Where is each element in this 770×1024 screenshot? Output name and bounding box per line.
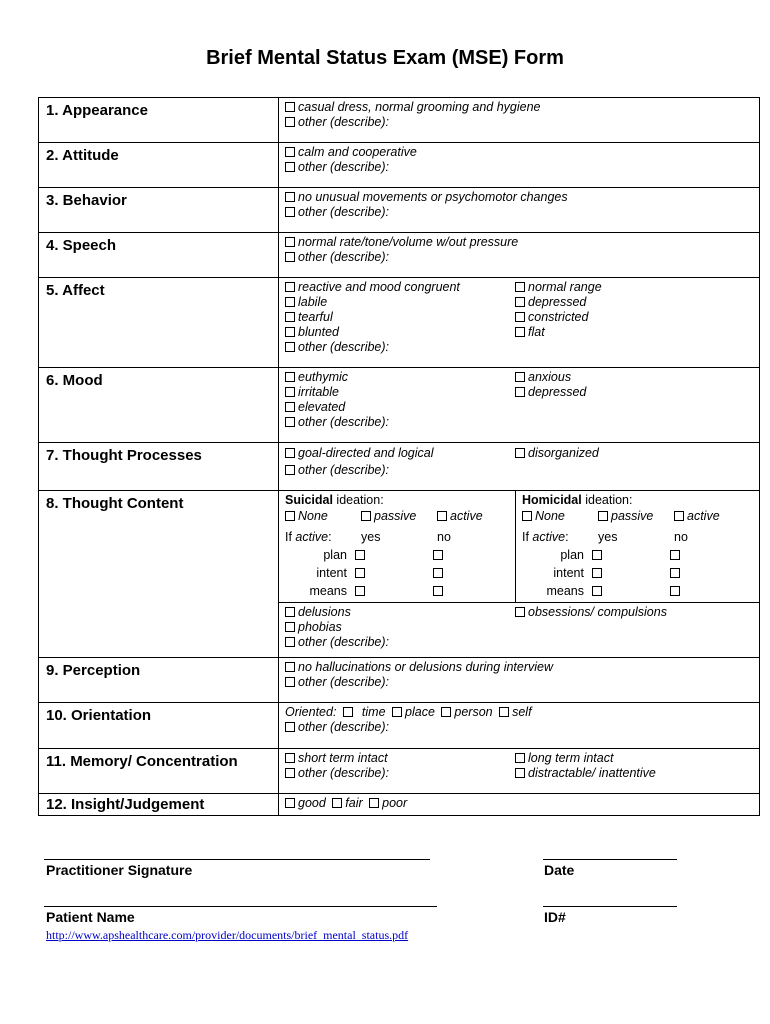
question-label: means	[546, 584, 584, 598]
suicidal-ideation-block	[279, 491, 516, 602]
no-checkbox[interactable]	[670, 586, 680, 596]
option-label: other (describe):	[298, 340, 390, 354]
checkbox[interactable]	[285, 327, 295, 337]
section-label: 9. Perception	[39, 658, 279, 703]
checkbox[interactable]	[332, 798, 342, 808]
option-label: other (describe):	[298, 115, 390, 129]
section-label: 5. Affect	[39, 278, 279, 368]
option-label: distractable/ inattentive	[528, 766, 656, 780]
checkbox[interactable]	[369, 798, 379, 808]
no-checkbox[interactable]	[670, 568, 680, 578]
homicidal-heading: Homicidal	[522, 493, 582, 507]
id-line[interactable]	[543, 906, 677, 907]
checkbox[interactable]	[392, 707, 402, 717]
yes-checkbox[interactable]	[592, 586, 602, 596]
option-label: None	[535, 509, 565, 523]
option-label: irritable	[298, 385, 339, 399]
option-label: anxious	[528, 370, 572, 384]
checkbox[interactable]	[285, 282, 295, 292]
option-label: goal-directed and logical	[298, 446, 434, 460]
question-label: intent	[553, 566, 584, 580]
section-label: 8. Thought Content	[39, 491, 279, 658]
suicidal-heading: Suicidal	[285, 493, 333, 507]
no-header: no	[437, 530, 451, 544]
checkbox[interactable]	[285, 147, 295, 157]
section-label: 3. Behavior	[39, 188, 279, 233]
checkbox[interactable]	[285, 511, 295, 521]
no-checkbox[interactable]	[433, 550, 443, 560]
oriented-label: Oriented:	[285, 705, 337, 719]
row-speech	[39, 233, 760, 278]
option-label: calm and cooperative	[298, 145, 417, 159]
section-label: 11. Memory/ Concentration	[39, 749, 279, 794]
option-label: other (describe):	[298, 205, 390, 219]
checkbox[interactable]	[515, 327, 525, 337]
option-label: disorganized	[528, 446, 599, 460]
checkbox[interactable]	[285, 387, 295, 397]
yes-header: yes	[361, 530, 381, 544]
question-label: plan	[323, 548, 347, 562]
option-label: other (describe):	[298, 720, 390, 734]
option-label: other (describe):	[298, 675, 390, 689]
option-label: obsessions/ compulsions	[528, 605, 667, 619]
checkbox[interactable]	[285, 342, 295, 352]
checkbox[interactable]	[285, 622, 295, 632]
yes-checkbox[interactable]	[355, 550, 365, 560]
if-label: If	[285, 530, 296, 544]
checkbox[interactable]	[522, 511, 532, 521]
question-label: plan	[560, 548, 584, 562]
no-checkbox[interactable]	[670, 550, 680, 560]
checkbox[interactable]	[343, 707, 353, 717]
checkbox[interactable]	[285, 372, 295, 382]
checkbox[interactable]	[285, 102, 295, 112]
option-label: phobias	[298, 620, 342, 634]
row-behavior	[39, 188, 760, 233]
checkbox[interactable]	[598, 511, 608, 521]
option-label: passive	[611, 509, 654, 523]
yes-checkbox[interactable]	[592, 568, 602, 578]
option-label: reactive and mood congruent	[298, 280, 460, 294]
checkbox[interactable]	[285, 607, 295, 617]
option-label: good	[298, 796, 326, 810]
option-label: place	[405, 705, 435, 719]
checkbox[interactable]	[285, 312, 295, 322]
option-label: self	[512, 705, 532, 719]
checkbox[interactable]	[515, 387, 525, 397]
mse-table	[38, 97, 760, 816]
practitioner-signature-label: Practitioner Signature	[46, 862, 193, 878]
active-label: active	[532, 530, 566, 544]
checkbox[interactable]	[285, 448, 295, 458]
colon: :	[565, 530, 569, 544]
option-label: other (describe):	[298, 415, 390, 429]
option-label: casual dress, normal grooming and hygiene	[298, 100, 541, 114]
option-label: other (describe):	[298, 635, 390, 649]
option-label: normal rate/tone/volume w/out pressure	[298, 235, 519, 249]
option-label: time	[361, 705, 386, 719]
ideation-label: ideation:	[332, 493, 384, 507]
section-label: 1. Appearance	[39, 98, 279, 143]
option-label: tearful	[298, 310, 333, 324]
option-label: short term intact	[298, 751, 388, 765]
checkbox[interactable]	[515, 372, 525, 382]
option-label: normal range	[528, 280, 602, 294]
row-attitude	[39, 143, 760, 188]
checkbox[interactable]	[285, 117, 295, 127]
section-label: 7. Thought Processes	[39, 443, 279, 491]
row-affect	[39, 278, 760, 368]
option-label: other (describe):	[298, 160, 390, 174]
colon: :	[328, 530, 332, 544]
row-thought-content	[39, 491, 760, 658]
practitioner-signature-line[interactable]	[44, 859, 430, 860]
checkbox[interactable]	[515, 607, 525, 617]
option-label: elevated	[298, 400, 346, 414]
option-label: passive	[374, 509, 417, 523]
row-memory	[39, 749, 760, 794]
yes-checkbox[interactable]	[355, 586, 365, 596]
checkbox[interactable]	[437, 511, 447, 521]
row-appearance	[39, 98, 760, 143]
option-label: active	[450, 509, 483, 523]
checkbox[interactable]	[285, 162, 295, 172]
checkbox[interactable]	[285, 465, 295, 475]
date-line[interactable]	[543, 859, 677, 860]
checkbox[interactable]	[285, 722, 295, 732]
checkbox[interactable]	[285, 402, 295, 412]
checkbox[interactable]	[515, 768, 525, 778]
option-label: person	[454, 705, 493, 719]
checkbox[interactable]	[285, 637, 295, 647]
option-label: delusions	[298, 605, 351, 619]
row-perception	[39, 658, 760, 703]
checkbox[interactable]	[674, 511, 684, 521]
row-thought-processes	[39, 443, 760, 491]
option-label: None	[298, 509, 328, 523]
checkbox[interactable]	[285, 297, 295, 307]
checkbox[interactable]	[285, 207, 295, 217]
date-label: Date	[544, 862, 575, 878]
checkbox[interactable]	[361, 511, 371, 521]
option-label: blunted	[298, 325, 340, 339]
checkbox[interactable]	[285, 677, 295, 687]
form-title: Brief Mental Status Exam (MSE) Form	[206, 47, 564, 69]
patient-name-line[interactable]	[44, 906, 437, 907]
id-label: ID#	[544, 909, 566, 925]
active-label: active	[295, 530, 329, 544]
section-label: 6. Mood	[39, 368, 279, 443]
checkbox[interactable]	[515, 282, 525, 292]
row-orientation	[39, 703, 760, 749]
checkbox[interactable]	[515, 753, 525, 763]
option-label: constricted	[528, 310, 589, 324]
option-label: depressed	[528, 385, 587, 399]
checkbox[interactable]	[285, 768, 295, 778]
section-label: 10. Orientation	[39, 703, 279, 749]
checkbox[interactable]	[285, 252, 295, 262]
question-label: intent	[316, 566, 347, 580]
checkbox[interactable]	[441, 707, 451, 717]
option-label: flat	[528, 325, 545, 339]
option-label: poor	[382, 796, 408, 810]
option-label: long term intact	[528, 751, 614, 765]
option-label: other (describe):	[298, 463, 390, 477]
option-label: euthymic	[298, 370, 349, 384]
option-label: no hallucinations or delusions during interview	[298, 660, 554, 674]
homicidal-ideation-block	[516, 491, 752, 602]
source-url-link[interactable]: http://www.apshealthcare.com/provider/documents/brief_mental_status.pdf	[46, 928, 409, 942]
option-label: fair	[345, 796, 363, 810]
yes-header: yes	[598, 530, 618, 544]
row-insight	[39, 794, 760, 816]
checkbox[interactable]	[285, 753, 295, 763]
row-mood	[39, 368, 760, 443]
patient-name-label: Patient Name	[46, 909, 135, 925]
question-label: means	[309, 584, 347, 598]
checkbox[interactable]	[515, 297, 525, 307]
option-label: depressed	[528, 295, 587, 309]
option-label: active	[687, 509, 720, 523]
section-label: 12. Insight/Judgement	[39, 794, 279, 816]
checkbox[interactable]	[499, 707, 509, 717]
option-label: labile	[298, 295, 328, 309]
checkbox[interactable]	[285, 798, 295, 808]
checkbox[interactable]	[515, 448, 525, 458]
yes-checkbox[interactable]	[355, 568, 365, 578]
ideation-label: ideation:	[581, 493, 633, 507]
yes-checkbox[interactable]	[592, 550, 602, 560]
no-checkbox[interactable]	[433, 586, 443, 596]
option-label: no unusual movements or psychomotor changes	[298, 190, 568, 204]
section-label: 4. Speech	[39, 233, 279, 278]
option-label: other (describe):	[298, 766, 390, 780]
section-label: 2. Attitude	[39, 143, 279, 188]
checkbox[interactable]	[285, 237, 295, 247]
checkbox[interactable]	[515, 312, 525, 322]
no-checkbox[interactable]	[433, 568, 443, 578]
no-header: no	[674, 530, 688, 544]
checkbox[interactable]	[285, 192, 295, 202]
option-label: other (describe):	[298, 250, 390, 264]
checkbox[interactable]	[285, 662, 295, 672]
if-label: If	[522, 530, 533, 544]
checkbox[interactable]	[285, 417, 295, 427]
